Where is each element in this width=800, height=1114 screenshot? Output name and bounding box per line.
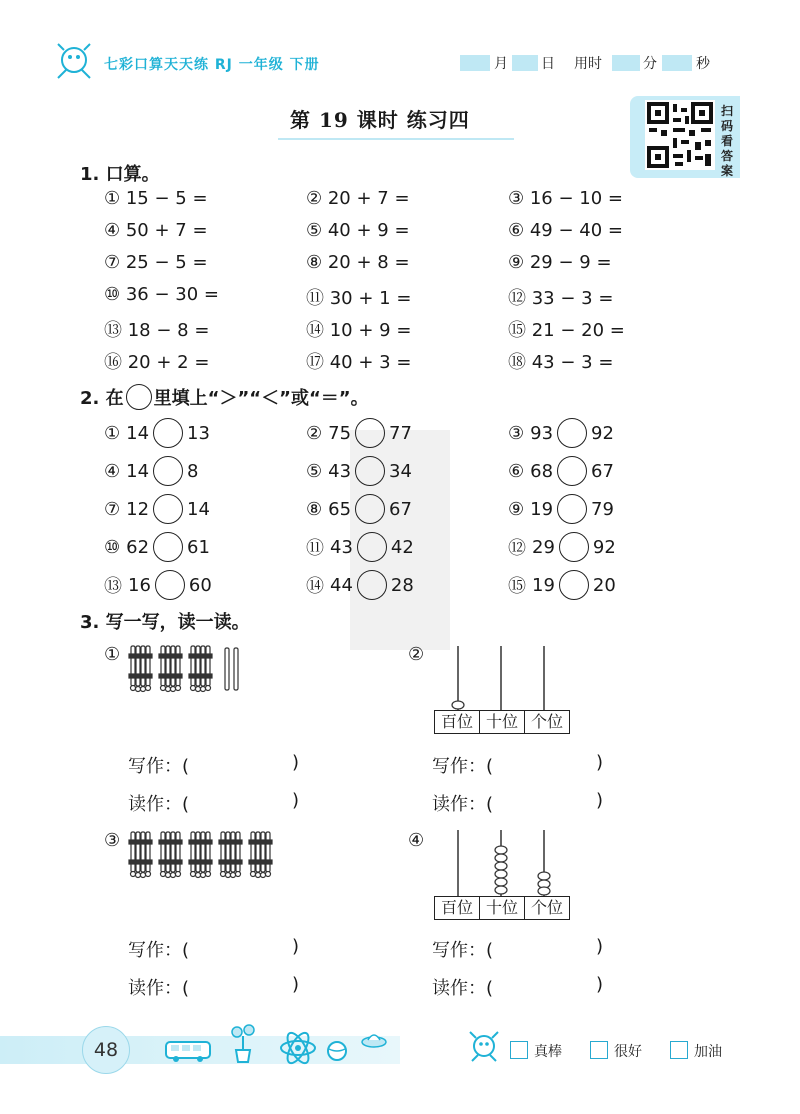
mascot-bottom-icon [466, 1028, 502, 1064]
compare-item [508, 570, 616, 600]
compare-right-value: 20 [592, 574, 616, 596]
tens-label: 十位 [480, 711, 525, 733]
compare-left-value: 44 [330, 574, 353, 596]
answer-circle[interactable] [153, 456, 183, 486]
answer-circle[interactable] [153, 418, 183, 448]
compare-right-value: 61 [187, 536, 210, 558]
place-value-labels [434, 710, 570, 734]
compare-right-value: 42 [390, 536, 414, 558]
compare-item [104, 418, 210, 448]
write-label: 写作：( [432, 756, 494, 777]
page-number: 48 [82, 1026, 130, 1074]
compare-right-value: 34 [389, 460, 412, 482]
day-label: 日 [541, 56, 555, 72]
rating-checkbox-great[interactable] [510, 1041, 528, 1059]
circle-icon [126, 384, 152, 410]
time-used-label: 用时 [574, 56, 602, 72]
lesson-title: 第 19 课时 练习四 [290, 108, 470, 132]
rating-label-great: 真棒 [534, 1044, 562, 1060]
oral-item: ⑧ 20 + 8 = [306, 252, 410, 273]
write-label: 写作：( [128, 756, 190, 777]
compare-item-number: ⑮ [508, 576, 526, 597]
compare-left-value: 29 [532, 536, 555, 558]
close-paren: ) [292, 752, 300, 773]
close-paren: ) [596, 974, 604, 995]
compare-left-value: 14 [126, 460, 150, 482]
hundreds-label: 百位 [435, 711, 480, 733]
rating-checkbox-keep-going[interactable] [670, 1041, 688, 1059]
compare-right-value: 77 [389, 422, 412, 444]
compare-item [306, 456, 412, 486]
compare-item [104, 456, 199, 486]
compare-right-value: 92 [592, 536, 616, 558]
compare-right-value: 60 [188, 574, 212, 596]
compare-left-value: 12 [126, 498, 150, 520]
rating-checkbox-good[interactable] [590, 1041, 608, 1059]
close-paren: ) [292, 974, 300, 995]
answer-circle[interactable] [153, 494, 183, 524]
oral-item: ① 15 − 5 = [104, 188, 208, 209]
seconds-label: 秒 [696, 56, 710, 72]
oral-item: ② 20 + 7 = [306, 188, 410, 209]
atom-icon [278, 1030, 318, 1066]
compare-right-value: 8 [187, 460, 199, 482]
read-label: 读作：( [128, 794, 190, 815]
compare-right-value: 28 [390, 574, 414, 596]
read-label: 读作：( [432, 978, 494, 999]
compare-item-number: ⑤ [306, 460, 323, 482]
oral-item: ④ 50 + 7 = [104, 220, 208, 241]
compare-item [306, 494, 412, 524]
place-value-labels [434, 896, 570, 920]
compare-item-number: ⑩ [104, 536, 121, 558]
answer-circle[interactable] [557, 456, 587, 486]
bus-icon [164, 1038, 212, 1064]
compare-item-number: ① [104, 422, 121, 444]
compare-item [508, 418, 614, 448]
oral-item: ⑦ 25 − 5 = [104, 252, 208, 273]
compare-item-number: ⑪ [306, 538, 324, 559]
compare-item-number: ② [306, 422, 323, 444]
day-blank[interactable] [512, 55, 538, 71]
ones-label: 个位 [530, 898, 563, 917]
close-paren: ) [596, 790, 604, 811]
answer-circle[interactable] [153, 532, 183, 562]
close-paren: ) [596, 752, 604, 773]
answer-circle[interactable] [557, 418, 587, 448]
compare-left-value: 93 [530, 422, 554, 444]
compare-item-number: ⑨ [508, 498, 525, 520]
section-1-heading: 1. 口算。 [80, 164, 160, 185]
close-paren: ) [596, 936, 604, 957]
compare-left-value: 62 [126, 536, 150, 558]
answer-circle[interactable] [357, 570, 387, 600]
compare-right-value: 14 [187, 498, 210, 520]
compare-item-number: ⑭ [306, 576, 324, 597]
compare-right-value: 67 [591, 460, 614, 482]
compare-left-value: 43 [330, 536, 353, 558]
compare-right-value: 79 [591, 498, 614, 520]
compare-left-value: 16 [128, 574, 151, 596]
compare-item [306, 570, 414, 600]
oral-item: ⑯ 20 + 2 = [104, 352, 210, 373]
rating-label-keep-going: 加油 [694, 1044, 722, 1060]
oral-item: ⑫ 33 − 3 = [508, 288, 614, 309]
compare-right-value: 67 [389, 498, 412, 520]
oral-item: ⑭ 10 + 9 = [306, 320, 412, 341]
compare-item-number: ③ [508, 422, 525, 444]
problem-label: ④ [408, 830, 425, 851]
compare-right-value: 13 [187, 422, 210, 444]
tens-label: 十位 [480, 897, 525, 919]
compare-item [104, 570, 212, 600]
compare-left-value: 68 [530, 460, 554, 482]
ball-icon [326, 1040, 348, 1062]
ones-label: 个位 [530, 712, 563, 731]
oral-item: ⑰ 40 + 3 = [306, 352, 412, 373]
answer-circle[interactable] [559, 532, 589, 562]
compare-item [508, 532, 616, 562]
compare-item-number: ⑧ [306, 498, 323, 520]
oral-item: ⑮ 21 − 20 = [508, 320, 625, 341]
month-label: 月 [494, 56, 508, 72]
close-paren: ) [292, 936, 300, 957]
hundreds-label: 百位 [435, 897, 480, 919]
problem-label: ② [408, 644, 425, 665]
oral-item: ⑩ 36 − 30 = [104, 284, 219, 305]
qr-code-icon[interactable] [645, 100, 715, 170]
compare-item [508, 494, 614, 524]
answer-circle[interactable] [355, 456, 385, 486]
oral-item: ⑨ 29 − 9 = [508, 252, 612, 273]
ufo-icon [360, 1030, 388, 1050]
problem-label: ③ [104, 830, 121, 851]
compare-item [508, 456, 614, 486]
answer-circle[interactable] [155, 570, 185, 600]
answer-circle[interactable] [557, 494, 587, 524]
compare-item-number: ⑫ [508, 538, 526, 559]
series-title: 七彩口算天天练 RJ 一年级 下册 [104, 57, 320, 73]
abacus-5-tens-3-ones [434, 828, 574, 896]
close-paren: ) [292, 790, 300, 811]
problem-label: ① [104, 644, 121, 665]
write-label: 写作：( [128, 940, 190, 961]
month-blank[interactable] [460, 55, 490, 71]
compare-left-value: 14 [126, 422, 150, 444]
mascot-icon [52, 40, 96, 80]
compare-item-number: ⑦ [104, 498, 121, 520]
compare-left-value: 65 [328, 498, 352, 520]
oral-item: ⑬ 18 − 8 = [104, 320, 210, 341]
oral-item: ⑪ 30 + 1 = [306, 288, 412, 309]
minutes-label: 分 [643, 56, 657, 72]
section-2-heading [80, 384, 369, 410]
abacus-1-hundred-rods [434, 644, 574, 710]
compare-left-value: 19 [530, 498, 554, 520]
compare-item-number: ④ [104, 460, 121, 482]
compare-item [306, 532, 414, 562]
section-2-heading-end: 里填上“＞”“＜”或“＝”。 [153, 388, 369, 409]
oral-item: ③ 16 − 10 = [508, 188, 623, 209]
compare-left-value: 43 [328, 460, 352, 482]
section-2-heading-start: 2. 在 [80, 388, 124, 409]
oral-item: ⑱ 43 − 3 = [508, 352, 614, 373]
read-label: 读作：( [128, 978, 190, 999]
rating-label-good: 很好 [614, 1044, 642, 1060]
oral-item: ⑤ 40 + 9 = [306, 220, 410, 241]
compare-left-value: 19 [532, 574, 555, 596]
seconds-blank[interactable] [662, 55, 692, 71]
compare-item-number: ⑥ [508, 460, 525, 482]
compare-item [306, 418, 412, 448]
read-label: 读作：( [432, 794, 494, 815]
minutes-blank[interactable] [612, 55, 640, 71]
answer-circle[interactable] [559, 570, 589, 600]
compare-item [104, 494, 210, 524]
five-bundles-illustration [128, 830, 278, 882]
title-underline [278, 138, 514, 140]
answer-circle[interactable] [357, 532, 387, 562]
answer-circle[interactable] [355, 418, 385, 448]
compare-item-number: ⑬ [104, 576, 122, 597]
section-3-heading: 3. 写一写，读一读。 [80, 612, 250, 633]
three-bundles-two-sticks-illustration [128, 644, 248, 696]
scan-for-answers-label: 扫码看答案 [720, 104, 733, 178]
write-label: 写作：( [432, 940, 494, 961]
potted-plant-icon [228, 1022, 258, 1064]
compare-left-value: 75 [328, 422, 352, 444]
compare-right-value: 92 [591, 422, 614, 444]
answer-circle[interactable] [355, 494, 385, 524]
compare-item [104, 532, 210, 562]
oral-item: ⑥ 49 − 40 = [508, 220, 623, 241]
